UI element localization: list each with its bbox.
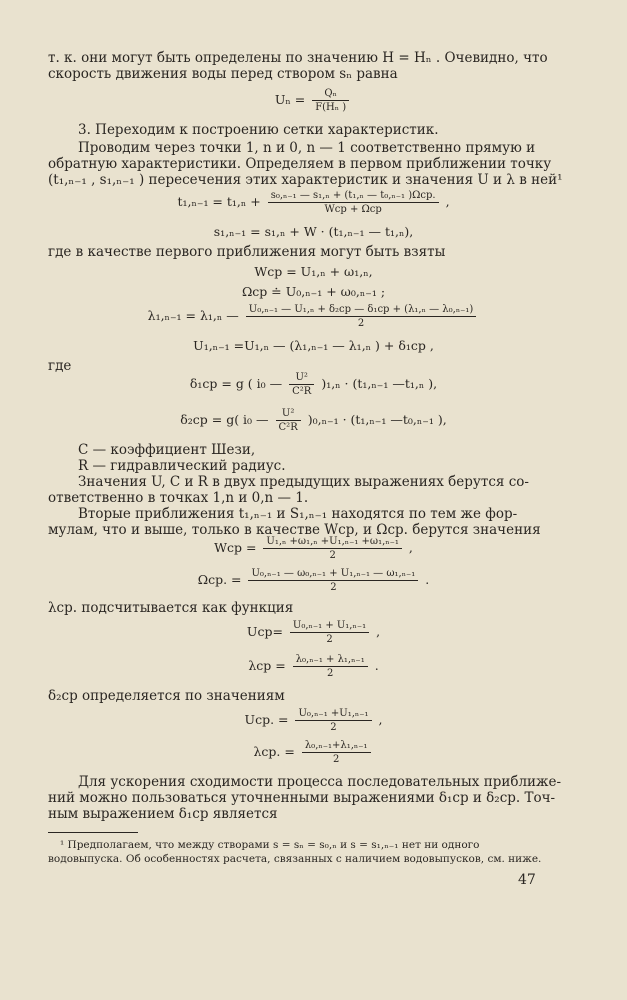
- paragraph-line: δ₂ср определяется по значениям: [48, 688, 285, 704]
- paragraph-line: ным выражением δ₁ср является: [48, 806, 278, 822]
- paragraph-line: Для ускорения сходимости процесса последовательных приближе-: [78, 774, 562, 790]
- paragraph-line: ний можно пользоваться уточненными выражениями δ₁ср и δ₂ср. Точ-: [48, 790, 556, 806]
- paragraph-line: обратную характеристики. Определяем в первом приближении точку: [48, 156, 552, 172]
- paragraph-line: ответственно в точках 1,n и 0,n — 1.: [48, 490, 309, 506]
- equation-U1: U₁,ₙ₋₁ =U₁,ₙ — (λ₁,ₙ₋₁ — λ₁,ₙ ) + δ₁ср ,: [193, 338, 434, 353]
- equation-W2: Wср = $\frac{\text{U₁,ₙ +ω₁,ₙ +U₁,ₙ₋₁ +ω₁,ₙ₋₁}}{2}$ ,: [214, 536, 413, 561]
- equation-lcp2: λср. = $\frac{\text{λ₀,ₙ₋₁+λ₁,ₙ₋₁}}{2}$: [0, 740, 627, 765]
- paragraph-line: т. к. они могут быть определены по значению H = Hₙ . Очевидно, что: [48, 50, 548, 66]
- equation-delta1: δ₁ср = g ( i₀ — $\frac{\text{U²}}{\text{C²R}}$ )₁,ₙ · (t₁,ₙ₋₁ —t₁,ₙ ),: [189, 372, 438, 397]
- paragraph-line: Проводим через точки 1, n и 0, n — 1 соответственно прямую и: [78, 140, 536, 156]
- equation-Omega: Ωср ≐ U₀,ₙ₋₁ + ω₀,ₙ₋₁ ;: [241, 284, 386, 299]
- footnote-rule: [48, 832, 138, 833]
- paragraph-line: Вторые приближения t₁,ₙ₋₁ и S₁,ₙ₋₁ находятся по тем же фор-: [78, 506, 518, 522]
- equation-lcp: λср = $\frac{\text{λ₀,ₙ₋₁ + λ₁,ₙ₋₁}}{2}$ .: [248, 654, 379, 679]
- equation-t: t₁,ₙ₋₁ = t₁,ₙ + $\frac{\text{s₀,ₙ₋₁ — s₁,ₙ + (t₁,ₙ — t₀,ₙ₋₁ )Ωср.}}{\text{Wср + Ωср}}$ ,: [177, 190, 450, 215]
- paragraph-line: где: [48, 358, 72, 374]
- paragraph-line: скорость движения воды перед створом sₙ равна: [48, 66, 398, 82]
- paragraph-line: C — коэффициент Шези,: [78, 442, 256, 458]
- paragraph-line: Значения U, C и R в двух предыдущих выражениях берутся со-: [78, 474, 529, 490]
- section-heading: 3. Переходим к построению сетки характеристик.: [78, 122, 439, 138]
- page-number: 47: [518, 872, 536, 888]
- paragraph-line: мулам, что и выше, только в качестве Wср, и Ωср. берутся значения: [48, 522, 541, 538]
- paragraph-line: (t₁,ₙ₋₁ , s₁,ₙ₋₁ ) пересечения этих характеристик и значения U и λ в ней¹: [48, 172, 563, 188]
- equation-s: s₁,ₙ₋₁ = s₁,ₙ + W · (t₁,ₙ₋₁ — t₁,ₙ),: [213, 224, 414, 239]
- equation-lambda: λ₁,ₙ₋₁ = λ₁,ₙ — $\frac{\text{U₀,ₙ₋₁ — U₁,ₙ + δ₂ср — δ₁ср + (λ₁,ₙ — λ₀,ₙ₋₁)}}{2}$: [0, 304, 627, 329]
- equation-Ucp2: Uср. = $\frac{\text{U₀,ₙ₋₁ +U₁,ₙ₋₁}}{2}$ ,: [244, 708, 383, 733]
- footnote-line: ¹ Предполагаем, что между створами s = sₙ = s₀,ₙ и s = s₁,ₙ₋₁ нет ни одного: [60, 839, 480, 851]
- equation-Ucp: Uср= $\frac{\text{U₀,ₙ₋₁ + U₁,ₙ₋₁}}{2}$ ,: [246, 620, 381, 645]
- equation-U: Uₙ = $\frac{\text{Qₙ}}{\text{F(Hₙ )}}$: [0, 88, 627, 113]
- equation-delta2: δ₂ср = g( i₀ — $\frac{\text{U²}}{\text{C²R}}$ )₀,ₙ₋₁ · (t₁,ₙ₋₁ —t₀,ₙ₋₁ ),: [180, 408, 447, 433]
- equation-W: Wср = U₁,ₙ + ω₁,ₙ,: [254, 264, 373, 279]
- paragraph-line: где в качестве первого приближения могут быть взяты: [48, 244, 446, 260]
- footnote-line: водовыпуска. Об особенностях расчета, связанных с наличием водовыпусков, см. ниже.: [48, 853, 542, 865]
- paragraph-line: R — гидравлический радиус.: [78, 458, 286, 474]
- equation-Omega2: Ωср. = $\frac{\text{U₀,ₙ₋₁ — ω₀,ₙ₋₁ + U₁,ₙ₋₁ — ω₁,ₙ₋₁}}{2}$ .: [197, 568, 430, 593]
- paragraph-line: λср. подсчитывается как функция: [48, 600, 294, 616]
